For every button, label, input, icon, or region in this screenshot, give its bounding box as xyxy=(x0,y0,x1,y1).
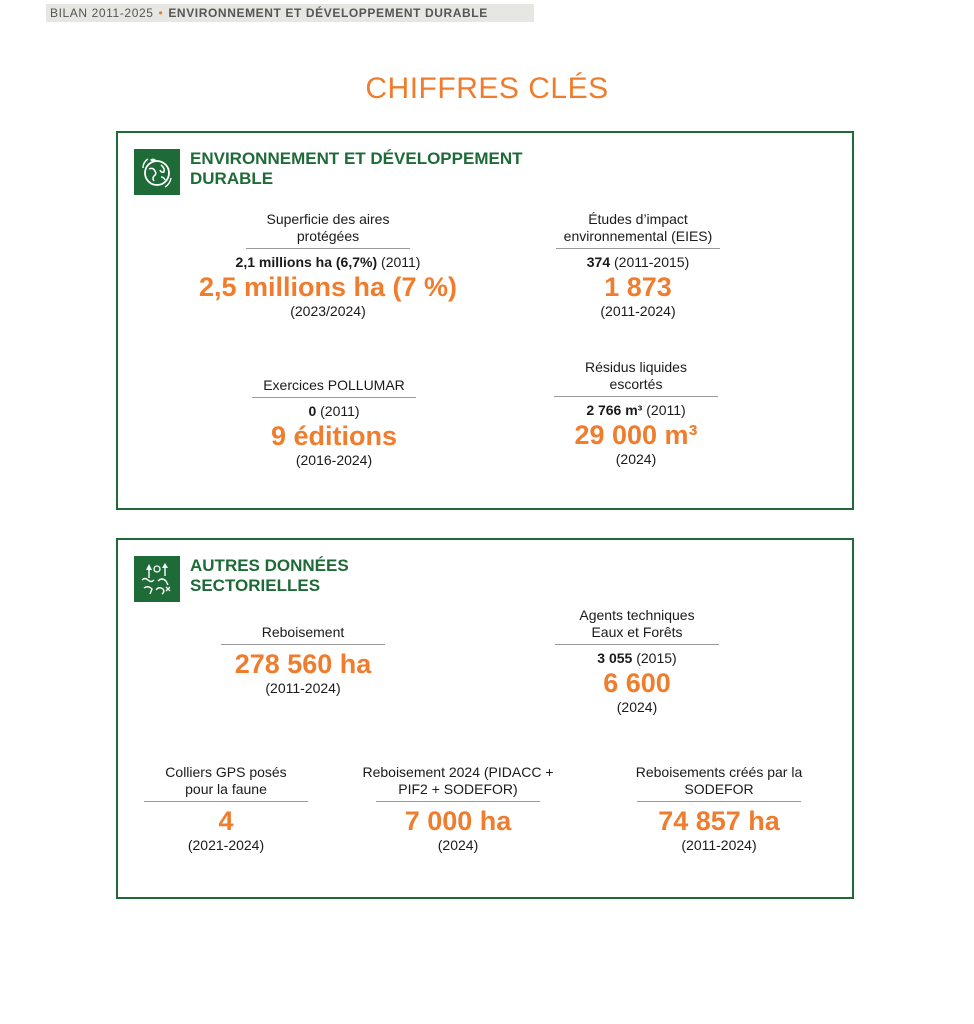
previous-period: (2015) xyxy=(636,650,677,666)
previous-value xyxy=(537,649,737,667)
highlight-period: (2024) xyxy=(437,837,479,853)
divider xyxy=(376,801,540,802)
highlight-period: (2011-2024) xyxy=(265,680,341,696)
label-line-2: PIF2 + SODEFOR) xyxy=(398,781,518,797)
title-line-2: SECTORIELLES xyxy=(190,576,321,595)
label-line-1: Études d’impact xyxy=(588,211,688,227)
highlight-value: 4 xyxy=(218,806,234,836)
previous-figure: 0 xyxy=(308,403,317,419)
highlight-period: (2023/2024) xyxy=(290,303,366,319)
highlight-period: (2011-2024) xyxy=(681,837,757,853)
previous-figure: 374 xyxy=(586,254,611,270)
divider xyxy=(554,396,718,397)
previous-figure: 3 055 xyxy=(597,650,633,666)
stat-label xyxy=(536,359,736,393)
previous-figure: 2,1 millions ha (6,7%) xyxy=(235,254,378,270)
label-line-2: protégées xyxy=(296,228,360,244)
label-line-1: Colliers GPS posés xyxy=(165,764,287,780)
label-line-1: Reboisement 2024 (PIDACC + xyxy=(362,764,554,780)
previous-period: (2011-2015) xyxy=(614,254,690,270)
label-line-2: Eaux et Forêts xyxy=(591,624,683,640)
page-title: CHIFFRES CLÉS xyxy=(365,72,609,105)
stat-reforestation-2024 xyxy=(338,764,578,854)
stat-liquid-waste xyxy=(536,359,736,468)
previous-value xyxy=(536,401,736,419)
previous-value xyxy=(538,253,738,271)
highlight-value: 29 000 m³ xyxy=(574,420,698,450)
stat-label xyxy=(178,211,478,245)
previous-value xyxy=(178,253,478,271)
label-line-2: pour la faune xyxy=(185,781,267,797)
globe-leaf-icon xyxy=(134,149,180,195)
environment-box xyxy=(116,131,854,510)
highlight-value: 6 600 xyxy=(603,668,671,698)
highlight-period: (2024) xyxy=(616,699,658,715)
stat-label xyxy=(609,764,829,798)
highlight-value: 74 857 ha xyxy=(658,806,780,836)
divider xyxy=(252,397,416,398)
stat-label: Reboisement xyxy=(261,624,345,640)
label-line-2: escortés xyxy=(609,376,663,392)
header-band xyxy=(46,4,534,22)
stat-label xyxy=(537,607,737,641)
label-line-1: Résidus liquides xyxy=(585,359,687,375)
label-line-1: Superficie des aires xyxy=(266,211,390,227)
divider xyxy=(637,801,801,802)
stat-protected-areas xyxy=(178,211,478,320)
highlight-value: 7 000 ha xyxy=(404,806,512,836)
stat-label xyxy=(338,764,578,798)
divider xyxy=(221,644,385,645)
stat-gps-collars xyxy=(126,764,326,854)
label-line-1: Agents techniques xyxy=(579,607,695,623)
trees-wildlife-icon xyxy=(134,556,180,602)
sector-box-title xyxy=(190,556,610,596)
divider xyxy=(556,248,720,249)
stat-label: Exercices POLLUMAR xyxy=(263,377,405,393)
label-line-2: environnemental (EIES) xyxy=(563,228,713,244)
stat-impact-studies xyxy=(538,211,738,320)
divider xyxy=(144,801,308,802)
stat-reforestation xyxy=(203,624,403,697)
highlight-value: 9 éditions xyxy=(270,421,398,451)
title-line-1: AUTRES DONNÉES xyxy=(190,556,349,575)
stat-label xyxy=(538,211,738,245)
report-label: BILAN 2011-2025 xyxy=(50,6,154,20)
previous-figure: 2 766 m³ xyxy=(586,402,643,418)
previous-period: (2011) xyxy=(320,403,360,419)
divider xyxy=(555,644,719,645)
stat-label xyxy=(126,764,326,798)
highlight-value: 1 873 xyxy=(604,272,672,302)
environment-box-title: ENVIRONNEMENT ET DÉVELOPPEMENT DURABLE xyxy=(190,149,523,188)
label-line-2: SODEFOR xyxy=(684,781,754,797)
label-line-1: Reboisements créés par la xyxy=(635,764,803,780)
highlight-period: (2011-2024) xyxy=(600,303,676,319)
highlight-period: (2024) xyxy=(615,451,657,467)
previous-period: (2011) xyxy=(646,402,686,418)
stat-pollumar xyxy=(234,377,434,469)
highlight-period: (2016-2024) xyxy=(295,452,373,468)
previous-value xyxy=(234,402,434,420)
stat-forest-agents xyxy=(537,607,737,716)
divider xyxy=(246,248,410,249)
section-label: ENVIRONNEMENT ET DÉVELOPPEMENT DURABLE xyxy=(168,6,488,20)
sector-box xyxy=(116,538,854,899)
highlight-value: 2,5 millions ha (7 %) xyxy=(198,272,458,302)
header-separator: • xyxy=(158,6,164,20)
previous-period: (2011) xyxy=(381,254,421,270)
highlight-value: 278 560 ha xyxy=(234,649,372,679)
highlight-period: (2021-2024) xyxy=(187,837,265,853)
stat-sodefor xyxy=(609,764,829,854)
